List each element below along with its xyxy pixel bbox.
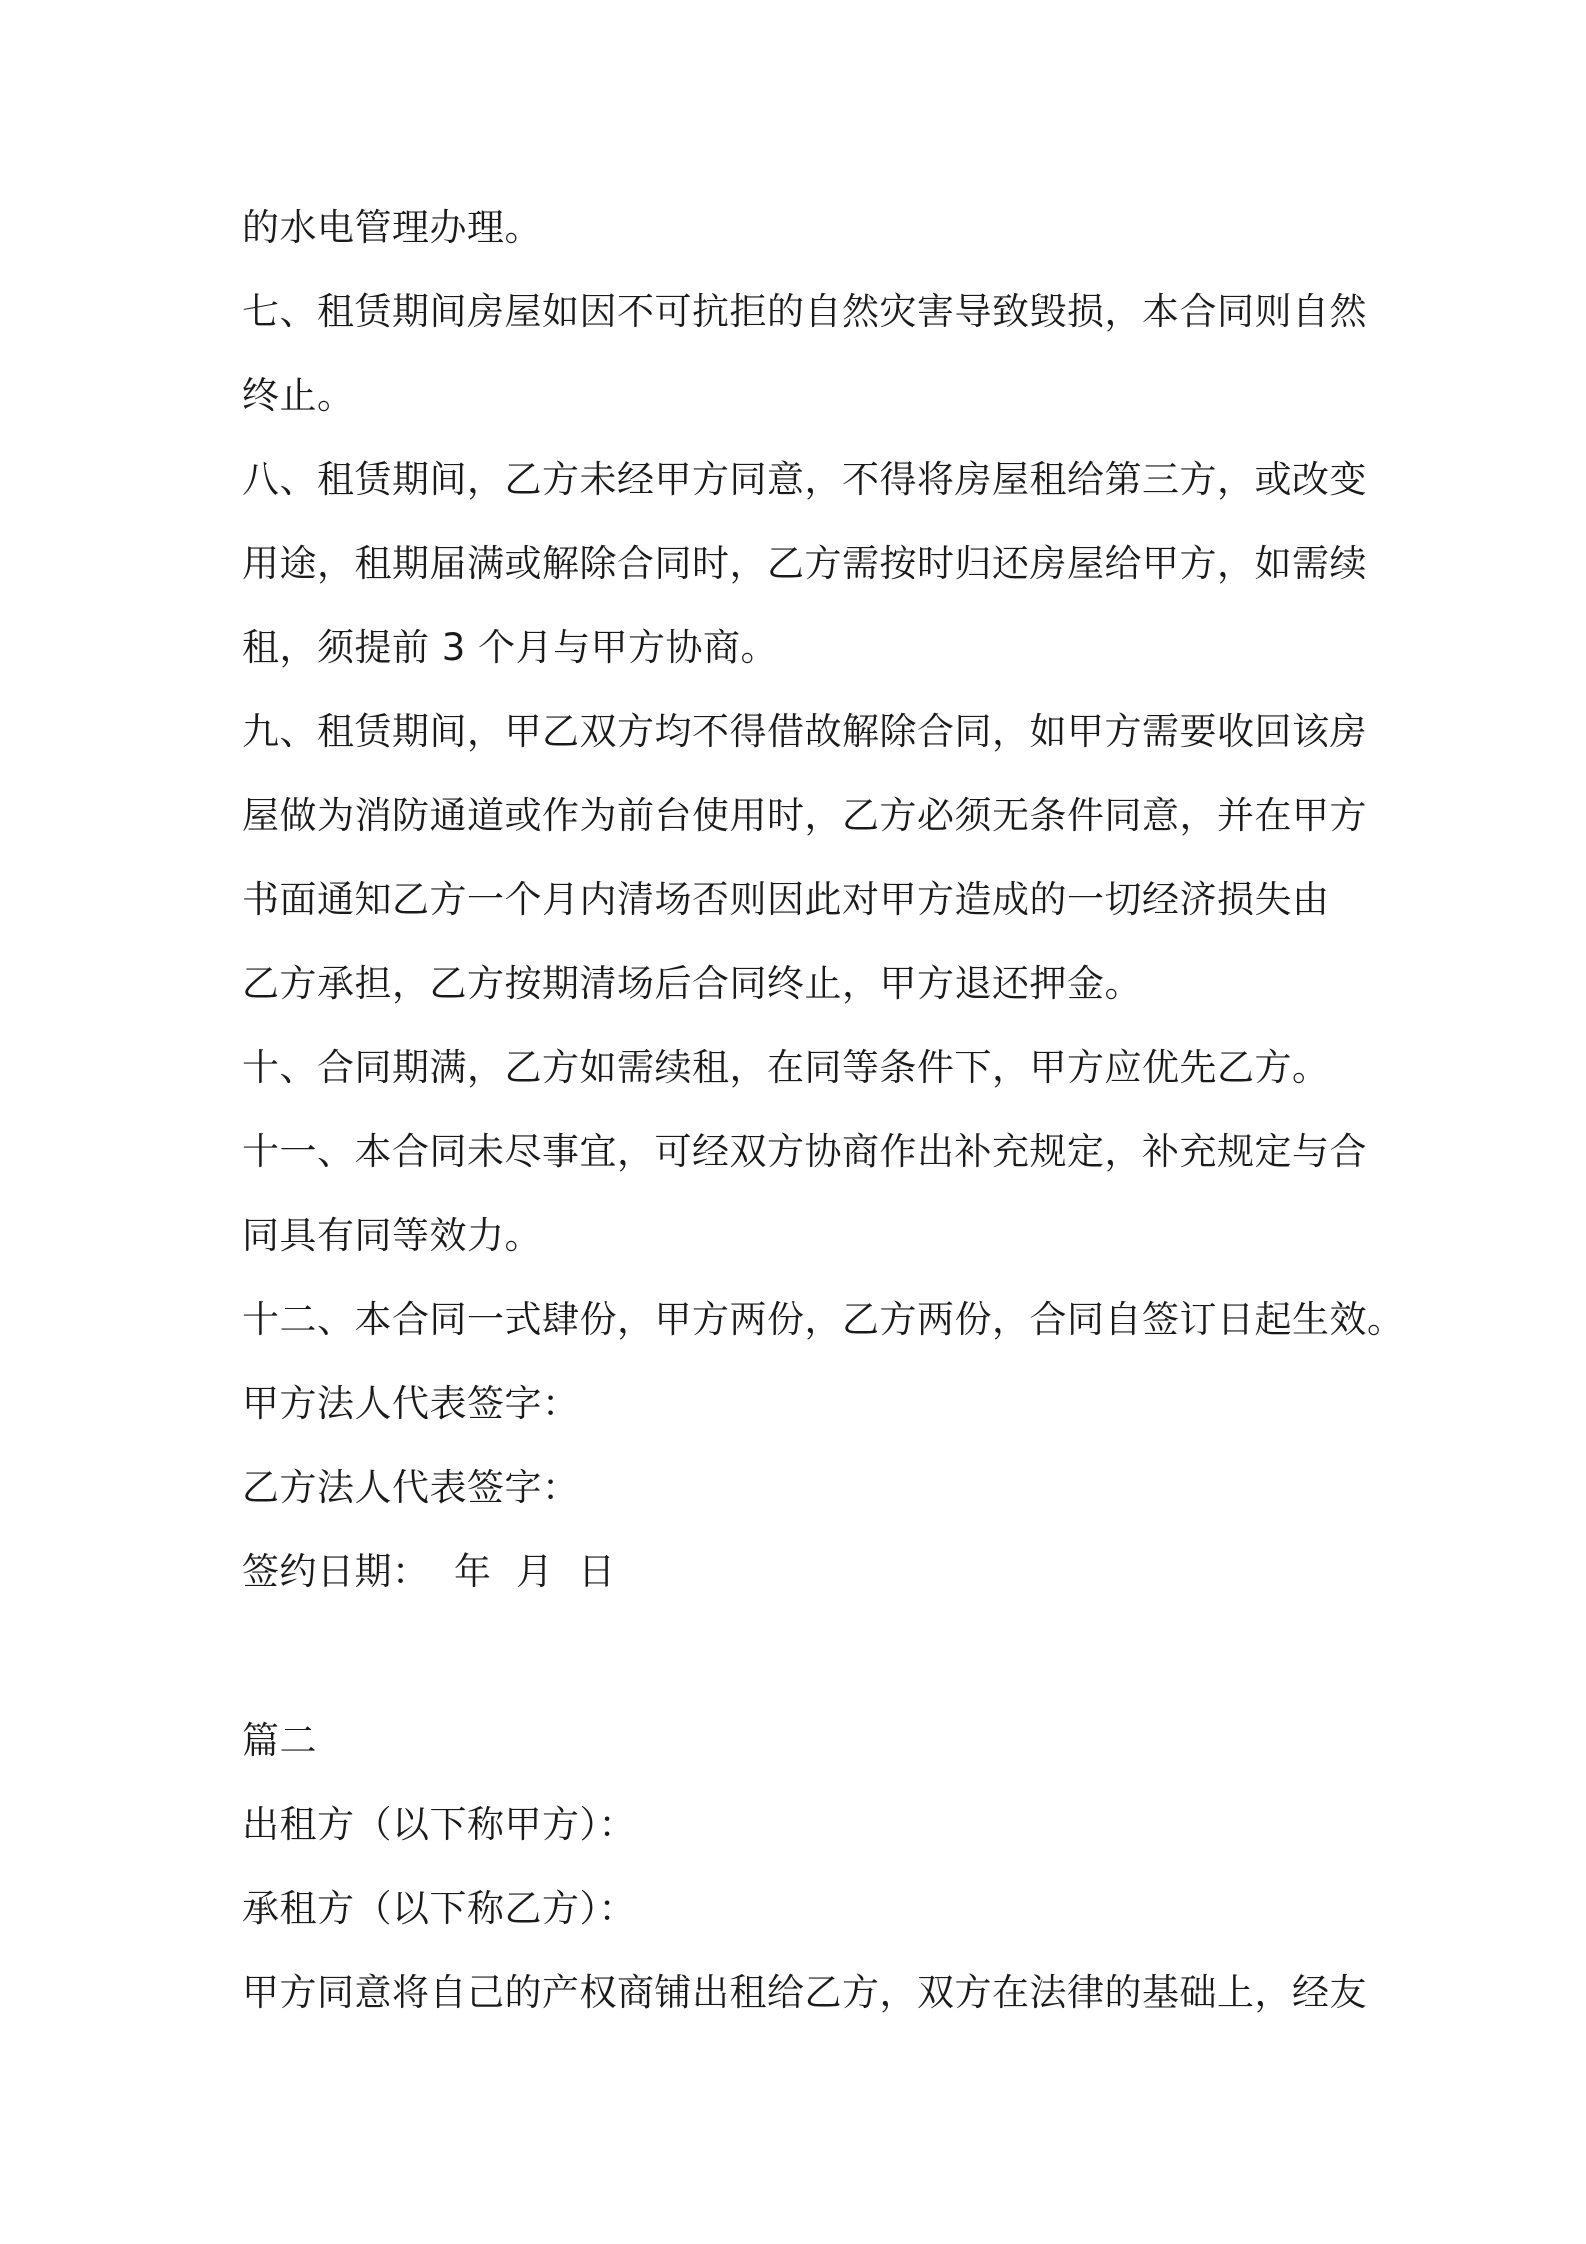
clause-8-line: 八、租赁期间，乙方未经甲方同意，不得将房屋租给第三方，或改变 [242, 458, 1367, 501]
text-line: 终止。 [242, 374, 355, 417]
clause-10-line: 十、合同期满，乙方如需续租，在同等条件下，甲方应优先乙方。 [242, 1046, 1330, 1089]
clause-12-line: 十二、本合同一式肆份，甲方两份，乙方两份，合同自签订日起生效。 [242, 1298, 1405, 1341]
clause-7-line: 七、租赁期间房屋如因不可抗拒的自然灾害导致毁损，本合同则自然 [242, 290, 1367, 333]
clause-11-line: 十一、本合同未尽事宜，可经双方协商作出补充规定，补充规定与合 [242, 1130, 1367, 1173]
text-line: 书面通知乙方一个月内清场否则因此对甲方造成的一切经济损失由 [242, 878, 1330, 921]
text-line: 乙方承担，乙方按期清场后合同终止，甲方退还押金。 [242, 962, 1142, 1005]
text-line: 的水电管理办理。 [242, 206, 542, 249]
text-line: 用途，租期届满或解除合同时，乙方需按时归还房屋给甲方，如需续 [242, 542, 1367, 585]
party-a-signature-label: 甲方法人代表签字： [242, 1382, 580, 1425]
text-line: 租，须提前 3 个月与甲方协商。 [242, 626, 779, 669]
party-b-signature-label: 乙方法人代表签字： [242, 1466, 580, 1509]
lessee-label: 承租方（以下称乙方）： [242, 1887, 636, 1930]
clause-9-line: 九、租赁期间，甲乙双方均不得借故解除合同，如甲方需要收回该房 [242, 710, 1367, 753]
section-heading: 篇二 [242, 1719, 317, 1762]
lessor-label: 出租方（以下称甲方）： [242, 1803, 636, 1846]
text-line: 屋做为消防通道或作为前台使用时，乙方必须无条件同意，并在甲方 [242, 794, 1367, 837]
signing-date-label: 签约日期： 年 月 日 [242, 1550, 616, 1593]
text-line: 同具有同等效力。 [242, 1214, 542, 1257]
text-line: 甲方同意将自己的产权商铺出租给乙方，双方在法律的基础上，经友 [242, 1971, 1367, 2014]
